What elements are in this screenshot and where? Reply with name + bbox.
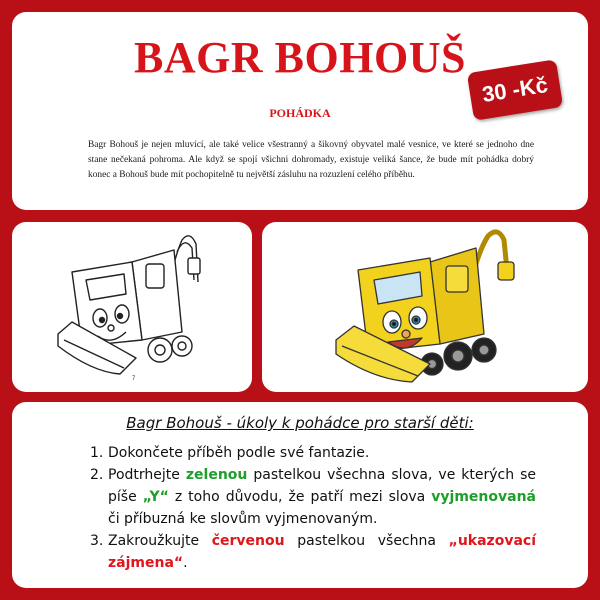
task-text: Dokončete příběh podle své fantazie. xyxy=(108,445,370,461)
task-item xyxy=(90,442,536,464)
task-text: z toho důvodu, že patří mezi slova xyxy=(168,489,432,505)
highlight-red-word: červenou xyxy=(211,533,285,549)
page-number: 7 xyxy=(132,376,136,382)
task-text: . xyxy=(183,555,188,571)
colored-illustration-card xyxy=(262,222,588,392)
task-text: Podtrhejte xyxy=(108,467,186,483)
genre-subtitle: POHÁDKA xyxy=(269,106,331,120)
highlight-vyjmenovana: vyjmenovaná xyxy=(431,489,536,505)
excavator-outline-drawing xyxy=(12,222,252,392)
task-item xyxy=(90,530,536,574)
tasks-list xyxy=(90,442,537,574)
tasks-heading: Bagr Bohouš - úkoly k pohádce pro starší děti: xyxy=(126,414,474,432)
tasks-card xyxy=(12,402,588,588)
task-number: 3. xyxy=(90,533,104,549)
task-text: či příbuzná ke slovům vyjmenovaným. xyxy=(108,511,378,527)
task-item xyxy=(90,464,537,530)
task-text: pastelkou všechna slova, ve kterých se píše xyxy=(108,467,537,505)
book-title: BAGR BOHOUŠ xyxy=(134,33,466,82)
task-text: Zakroužkujte xyxy=(108,533,212,549)
task-number: 2. xyxy=(90,467,104,483)
highlight-ukazovaci-zajmena: „ukazovací zájmena“ xyxy=(108,533,536,571)
task-text: pastelkou všechna xyxy=(284,533,449,549)
price-badge: 30 -Kč xyxy=(467,59,563,120)
intro-card xyxy=(12,12,588,210)
intro-text: Bagr Bohouš je nejen mluvící, ale také velice všestranný a šikovný obyvatel malé vesnice, ve které se jednoho dne stane nečekaná pohroma. Ale když se spojí všichni dohromady, existuje veliká šance, že bude mít pohádka dobrý konec a Bohouš bude mít pochopitelně tu největší zásluhu na rozuzlení celého příběhu. xyxy=(88,140,534,180)
excavator-colored-drawing xyxy=(262,222,588,392)
highlight-letter-y: „Y“ xyxy=(142,489,169,505)
highlight-green-word: zelenou xyxy=(185,467,248,483)
outline-illustration-card xyxy=(12,222,252,392)
task-number: 1. xyxy=(90,445,104,461)
